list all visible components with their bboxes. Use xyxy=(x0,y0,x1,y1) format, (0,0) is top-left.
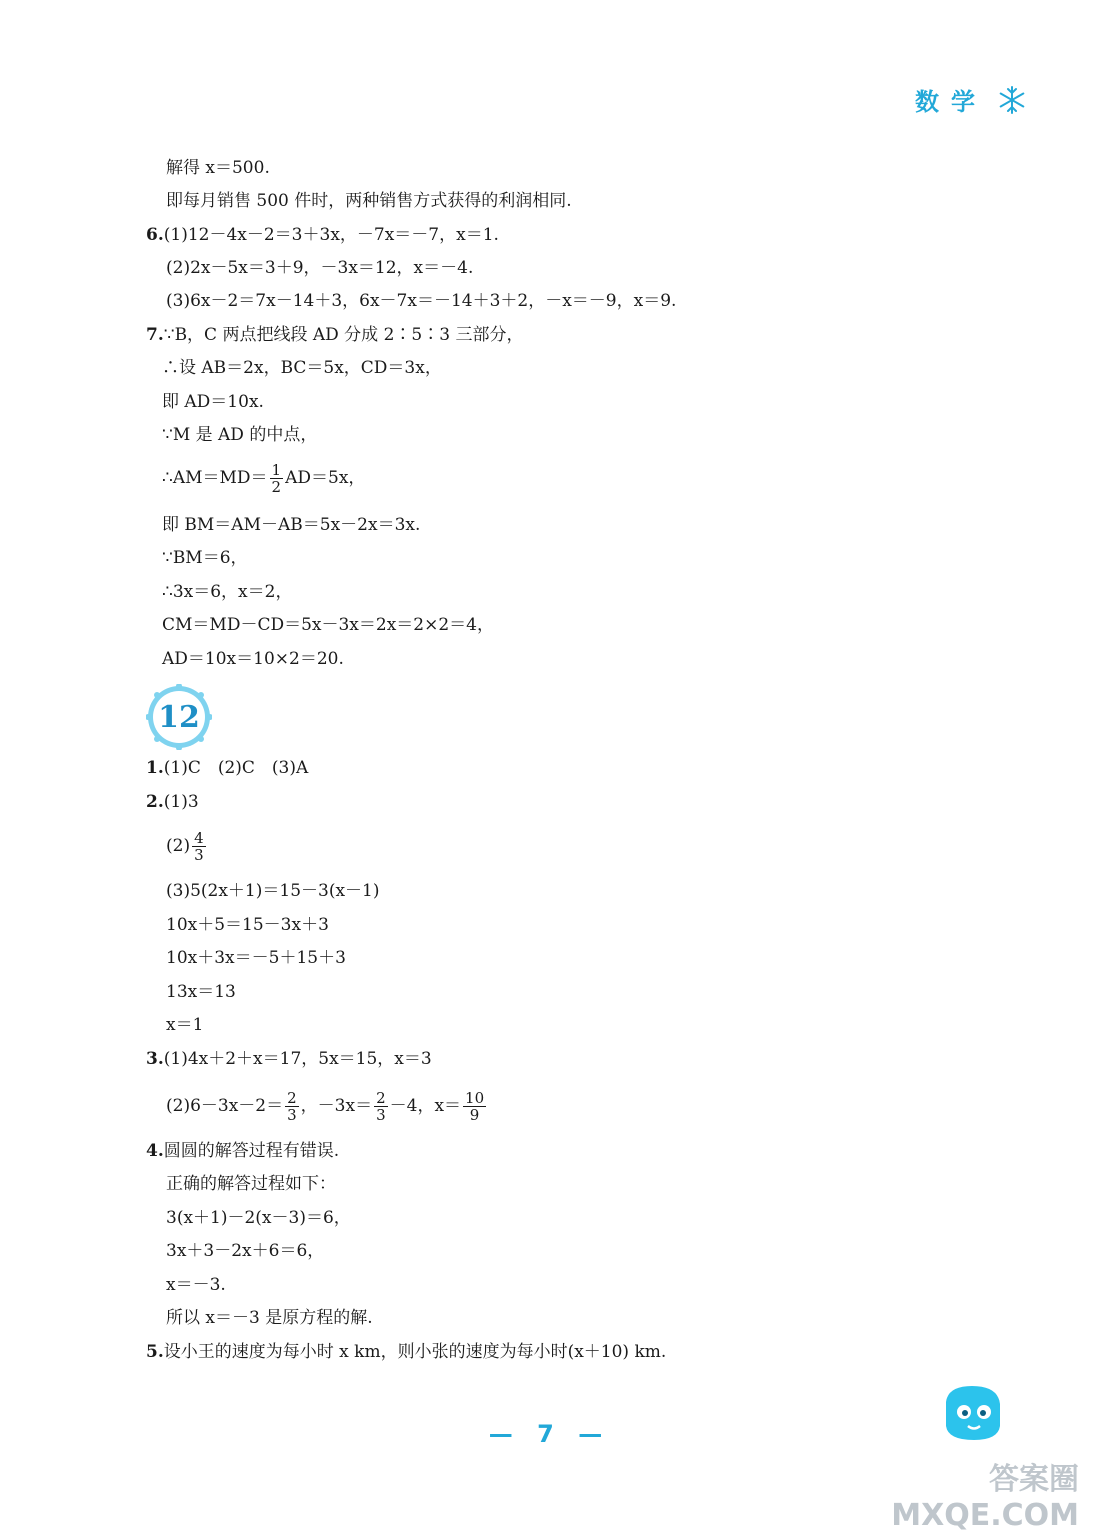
denominator: 3 xyxy=(376,1106,386,1124)
text-line: AD＝10x＝10×2＝20. xyxy=(162,649,344,669)
text-line: 圆圆的解答过程有错误. xyxy=(163,1141,340,1161)
text-line: 即每月销售 500 件时，两种销售方式获得的利润相同. xyxy=(166,191,572,211)
text-line: x＝－3. xyxy=(166,1275,226,1295)
fraction xyxy=(463,1090,486,1123)
question-number: 6. xyxy=(146,225,164,245)
text-line: ∴设 AB＝2x，BC＝5x，CD＝3x， xyxy=(162,358,442,378)
answer-3 xyxy=(146,1048,432,1070)
text-line: 13x＝13 xyxy=(166,982,236,1002)
text-line: 所以 x＝－3 是原方程的解. xyxy=(166,1308,373,1328)
numerator: 10 xyxy=(465,1089,485,1107)
fraction xyxy=(285,1090,299,1123)
mascot-icon xyxy=(938,1382,1008,1444)
text-line: 正确的解答过程如下： xyxy=(166,1174,336,1194)
denominator: 3 xyxy=(194,846,204,864)
question-number: 2. xyxy=(146,792,164,812)
question-number: 3. xyxy=(146,1049,164,1069)
text-segment: ∴AM＝MD＝ xyxy=(162,468,268,488)
text-line: ∵BM＝6， xyxy=(162,548,248,568)
watermark-url: MXQE.COM xyxy=(891,1498,1079,1533)
text-line: 设小王的速度为每小时 x km，则小张的速度为每小时(x＋10) km. xyxy=(163,1342,667,1362)
fraction xyxy=(270,462,284,495)
text-segment: (2) xyxy=(166,836,191,856)
text-line: (1)12－4x－2＝3＋3x，－7x＝－7，x＝1. xyxy=(163,225,499,245)
answer-6 xyxy=(146,224,499,246)
numerator: 2 xyxy=(287,1089,297,1107)
denominator: 9 xyxy=(469,1106,480,1124)
text-line: 即 BM＝AM－AB＝5x－2x＝3x. xyxy=(162,515,421,535)
text-line: (1)4x＋2＋x＝17，5x＝15，x＝3 xyxy=(163,1049,432,1069)
snowflake-icon xyxy=(997,85,1027,115)
answer-4 xyxy=(146,1140,339,1162)
question-number: 1. xyxy=(146,758,164,778)
text-line: ∵M 是 AD 的中点， xyxy=(162,425,318,445)
text-line: CM＝MD－CD＝5x－3x＝2x＝2×2＝4， xyxy=(162,615,494,635)
text-line: 10x＋3x＝－5＋15＋3 xyxy=(166,948,346,968)
text-line: (1)3 xyxy=(163,792,199,812)
text-line: 即 AD＝10x. xyxy=(162,392,264,412)
numerator: 2 xyxy=(376,1089,386,1107)
watermark xyxy=(891,1462,1079,1534)
answer-7 xyxy=(146,324,523,346)
text-line: (3)5(2x＋1)＝15－3(x－1) xyxy=(166,881,380,901)
numerator: 4 xyxy=(194,829,204,847)
page-number: — 7 — xyxy=(488,1420,611,1448)
denominator: 2 xyxy=(271,478,282,496)
text-line: (2)2x－5x＝3＋9，－3x＝12，x＝－4. xyxy=(166,258,474,278)
answer-1 xyxy=(146,757,308,779)
section-number: 12 xyxy=(158,699,200,735)
section-badge xyxy=(146,684,212,750)
fraction xyxy=(374,1090,388,1123)
text-line: 3(x＋1)－2(x－3)＝6， xyxy=(166,1208,351,1228)
equation-line xyxy=(162,462,365,495)
subject-title: 数学 xyxy=(915,88,987,116)
answer-5 xyxy=(146,1341,666,1363)
text-line: 10x＋5＝15－3x＋3 xyxy=(166,915,329,935)
text-segment: (2)6－3x－2＝ xyxy=(166,1096,284,1116)
answer-2 xyxy=(146,791,199,813)
question-number: 5. xyxy=(146,1342,164,1362)
fraction xyxy=(192,830,206,863)
question-number: 7. xyxy=(146,325,164,345)
page-header xyxy=(915,82,1027,117)
text-line: x＝1 xyxy=(166,1015,204,1035)
equation-line xyxy=(166,830,208,863)
text-line: (3)6x－2＝7x－14＋3，6x－7x＝－14＋3＋2，－x＝－9，x＝9. xyxy=(166,291,677,311)
text-line: ∵B，C 两点把线段 AD 分成 2∶5∶3 三部分， xyxy=(163,325,524,345)
text-line: 解得 x＝500. xyxy=(166,158,270,178)
text-segment: AD＝5x， xyxy=(285,468,366,488)
text-segment: －4，x＝ xyxy=(389,1096,462,1116)
text-line: (1)C (2)C (3)A xyxy=(163,758,309,778)
text-line: 3x＋3－2x＋6＝6， xyxy=(166,1241,325,1261)
question-number: 4. xyxy=(146,1141,164,1161)
text-line: ∴3x＝6，x＝2， xyxy=(162,582,293,602)
denominator: 3 xyxy=(287,1106,297,1124)
equation-line xyxy=(166,1090,488,1123)
text-segment: ，－3x＝ xyxy=(300,1096,373,1116)
watermark-text: 答案圈 xyxy=(989,1462,1079,1497)
numerator: 1 xyxy=(271,461,282,479)
